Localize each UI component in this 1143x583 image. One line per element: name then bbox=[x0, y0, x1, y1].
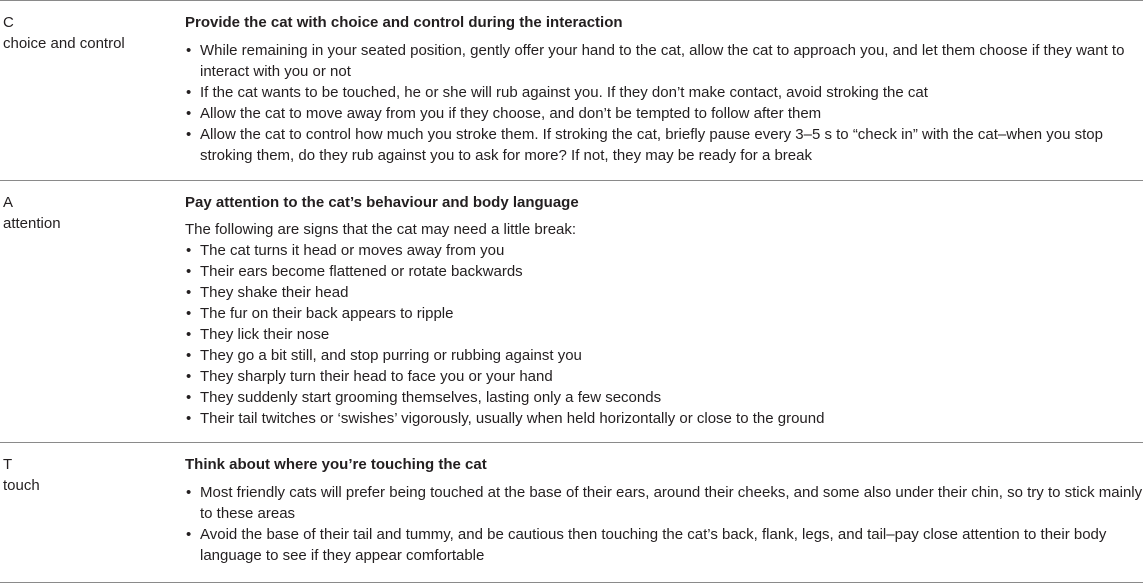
bullet-icon: • bbox=[186, 105, 192, 122]
bullet-icon: • bbox=[186, 263, 192, 280]
bullet-icon: • bbox=[186, 368, 192, 385]
list-item: • Allow the cat to control how much you stroke them. If stroking the cat, briefly pause every 3–5 s to “check in” with the cat–when you stop stroking them, do they rub against you to ask for more? If not, they may be ready for a break bbox=[186, 126, 1103, 164]
bullet-icon: • bbox=[186, 326, 192, 343]
bullet-icon: • bbox=[186, 242, 192, 259]
list-item: • Most friendly cats will prefer being touched at the base of their ears, around their cheeks, and some also under their chin, so try to stick mainly to these areas bbox=[186, 484, 1143, 522]
bullet-icon: • bbox=[186, 42, 192, 59]
bullet-icon: • bbox=[186, 347, 192, 364]
row-content bbox=[185, 454, 1143, 566]
row-heading: Provide the cat with choice and control during the interaction bbox=[185, 14, 623, 31]
list-item: • Their ears become flattened or rotate backwards bbox=[186, 263, 523, 280]
list-item: • Their tail twitches or ‘swishes’ vigorously, usually when held horizontally or close to the ground bbox=[186, 410, 825, 427]
row-letter: C bbox=[3, 14, 14, 31]
list-item: • The cat turns it head or moves away from you bbox=[186, 242, 505, 259]
row-label bbox=[3, 192, 61, 234]
table-row-touch bbox=[0, 443, 1143, 583]
bullet-list bbox=[185, 482, 1143, 566]
row-intro: The following are signs that the cat may need a little break: bbox=[185, 221, 577, 238]
row-heading: Pay attention to the cat’s behaviour and body language bbox=[185, 194, 579, 211]
bullet-list bbox=[185, 240, 1143, 429]
bullet-icon: • bbox=[186, 84, 192, 101]
row-content bbox=[185, 12, 1143, 166]
row-label bbox=[3, 454, 40, 496]
bullet-list bbox=[185, 40, 1143, 166]
table-row-choice-control bbox=[0, 1, 1143, 181]
list-item: • The fur on their back appears to ripple bbox=[186, 305, 454, 322]
row-letter: T bbox=[3, 456, 13, 473]
bullet-icon: • bbox=[186, 126, 192, 143]
row-term: attention bbox=[3, 215, 61, 232]
row-heading: Think about where you’re touching the cat bbox=[185, 456, 487, 473]
list-item: • They go a bit still, and stop purring or rubbing against you bbox=[186, 347, 582, 364]
bullet-icon: • bbox=[186, 484, 192, 501]
list-item: • They sharply turn their head to face you or your hand bbox=[186, 368, 553, 385]
bullet-icon: • bbox=[186, 526, 192, 543]
bullet-icon: • bbox=[186, 284, 192, 301]
row-content bbox=[185, 192, 1143, 429]
list-item: • They shake their head bbox=[186, 284, 349, 301]
list-item: • They lick their nose bbox=[186, 326, 330, 343]
list-item: • If the cat wants to be touched, he or she will rub against you. If they don’t make contact, avoid stroking the cat bbox=[186, 84, 928, 101]
bullet-icon: • bbox=[186, 410, 192, 427]
row-label bbox=[3, 12, 125, 54]
row-letter: A bbox=[3, 194, 14, 211]
row-term: touch bbox=[3, 477, 40, 494]
list-item: • Avoid the base of their tail and tummy, and be cautious then touching the cat’s back, flank, legs, and tail–pay close attention to their body language to see if they appear comfortable bbox=[186, 526, 1107, 564]
table-row-attention bbox=[0, 181, 1143, 443]
bullet-icon: • bbox=[186, 389, 192, 406]
list-item: • While remaining in your seated position, gently offer your hand to the cat, allow the cat to approach you, and let them choose if they want to interact with you or not bbox=[186, 42, 1125, 80]
bullet-icon: • bbox=[186, 305, 192, 322]
row-term: choice and control bbox=[3, 35, 125, 52]
list-item: • Allow the cat to move away from you if they choose, and don’t be tempted to follow after them bbox=[186, 105, 822, 122]
list-item: • They suddenly start grooming themselves, lasting only a few seconds bbox=[186, 389, 662, 406]
